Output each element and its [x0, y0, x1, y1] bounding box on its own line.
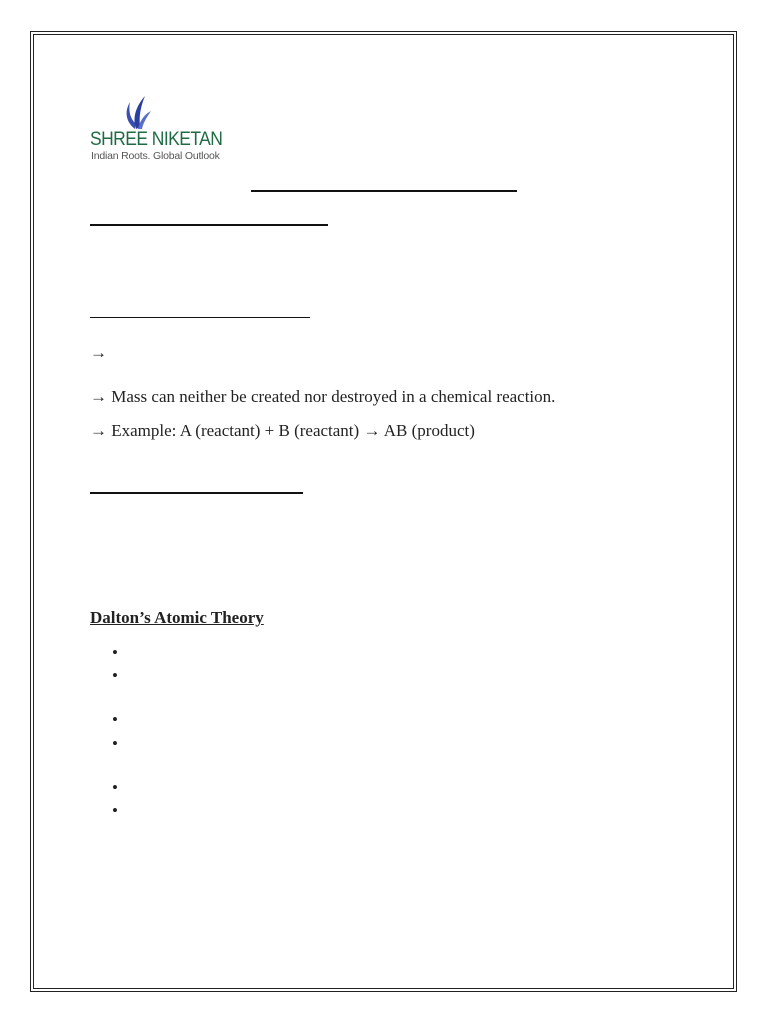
page-border: [30, 31, 737, 992]
bullet-2: •: [112, 666, 118, 685]
dalton-heading: Dalton’s Atomic Theory: [90, 608, 264, 627]
bullet-1: •: [112, 643, 118, 662]
bullet-5: •: [112, 778, 118, 797]
brand-name: SHREE NIKETAN: [90, 129, 223, 150]
example-line: → Example: A (reactant) + B (reactant) → AB (product): [90, 421, 475, 440]
title-underline: [251, 190, 517, 192]
section-underline-1: [90, 224, 328, 226]
section-underline-3: [90, 492, 303, 494]
bullet-6: •: [112, 801, 118, 820]
bullet-3: •: [112, 710, 118, 729]
mass-conservation-line: → Mass can neither be created nor destroyed in a chemical reaction.: [90, 387, 556, 406]
logo-flame-icon: [118, 92, 152, 130]
bullet-4: •: [112, 734, 118, 753]
section-underline-2: [90, 317, 310, 318]
arrow-line-blank: →: [90, 343, 107, 362]
brand-tagline: Indian Roots. Global Outlook: [91, 150, 220, 162]
